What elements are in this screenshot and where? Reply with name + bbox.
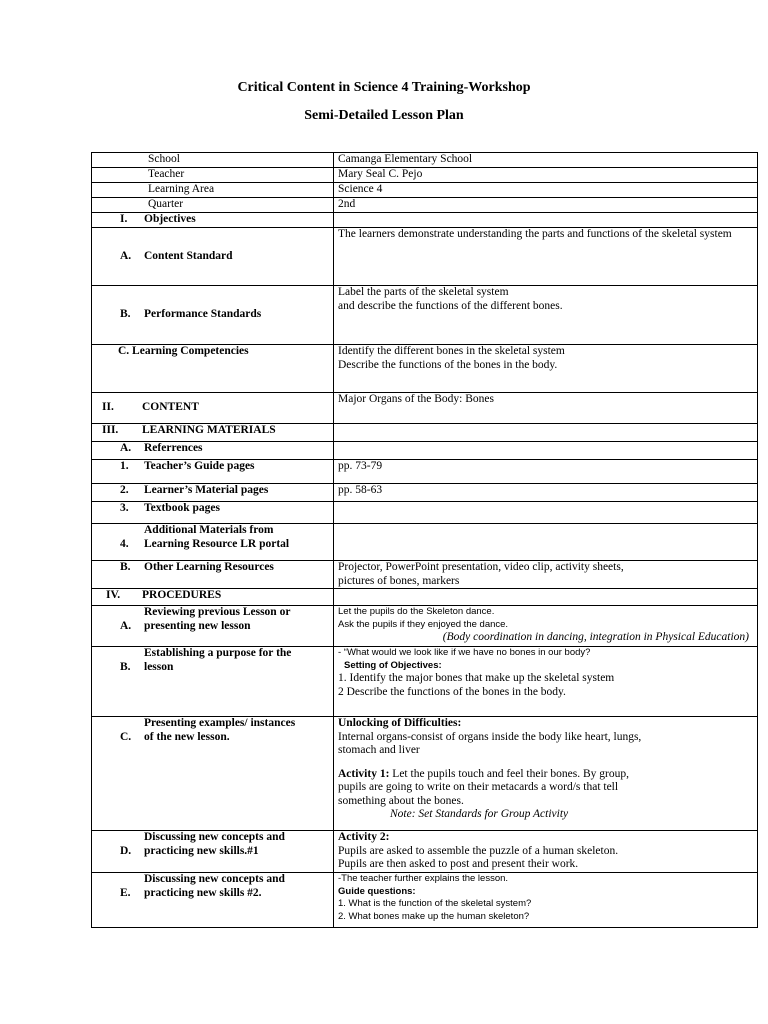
label-line: Discussing new concepts and <box>144 831 285 843</box>
row-number: A. <box>120 442 132 454</box>
value-line: 1. What is the function of the skeletal system? <box>338 898 532 909</box>
row-number: B. <box>120 561 131 573</box>
row-label-text <box>144 831 285 858</box>
row-label <box>92 286 334 345</box>
section-heading <box>92 213 334 228</box>
activity-label: Activity 1: <box>338 767 390 780</box>
section-heading <box>92 393 334 424</box>
row-value <box>334 606 758 647</box>
value-line: Guide questions: <box>338 885 416 897</box>
row-value <box>334 561 758 589</box>
value-line: (Body coordination in dancing, integration in Physical Education) <box>442 631 749 643</box>
row-other-resources <box>92 561 758 589</box>
row-label <box>92 460 334 484</box>
label-line: presenting new lesson <box>144 619 251 632</box>
row-label <box>92 873 334 928</box>
row-learning-competencies <box>92 345 758 393</box>
label-line: Reviewing previous Lesson or <box>144 606 291 618</box>
row-label-text: Teacher’s Guide pages <box>144 460 255 472</box>
info-row-learning-area <box>92 183 758 198</box>
value-line: pupils are going to write on their metacards a word/s that tell <box>338 781 619 793</box>
row-number: B. <box>120 308 131 321</box>
section-objectives <box>92 213 758 228</box>
label-line: practicing new skills #2. <box>144 886 262 899</box>
value-line: Label the parts of the skeletal system <box>338 286 509 298</box>
row-value: The learners demonstrate understanding the parts and functions of the skeletal system <box>334 228 758 286</box>
row-value <box>334 345 758 393</box>
row-value <box>334 286 758 345</box>
empty-cell <box>334 213 758 228</box>
section-heading <box>92 589 334 606</box>
section-number: III. <box>102 424 119 436</box>
row-value <box>334 831 758 873</box>
document-subtitle: Semi-Detailed Lesson Plan <box>304 108 464 123</box>
info-row-teacher <box>92 168 758 183</box>
row-value <box>334 717 758 831</box>
row-label-text <box>144 606 290 633</box>
row-label-text: Referrences <box>144 442 203 454</box>
row-number: 1. <box>120 460 129 472</box>
row-label <box>92 717 334 831</box>
row-label <box>92 442 334 460</box>
info-label: School <box>92 153 334 168</box>
row-label <box>92 561 334 589</box>
row-label-text <box>144 873 285 900</box>
info-row-quarter <box>92 198 758 213</box>
value-line: Ask the pupils if they enjoyed the dance. <box>338 618 509 630</box>
label-line: Discussing new concepts and <box>144 873 285 885</box>
row-procedure-e <box>92 873 758 928</box>
info-value: Camanga Elementary School <box>334 153 758 168</box>
value-line: Internal organs-consist of organs inside the body like heart, lungs, <box>338 730 642 743</box>
row-label-text <box>144 647 291 674</box>
empty-cell <box>334 442 758 460</box>
info-value: Science 4 <box>334 183 758 198</box>
row-number: C. <box>120 730 132 743</box>
label-line: Establishing a purpose for the <box>144 647 292 659</box>
section-procedures <box>92 589 758 606</box>
value-line: 1. Identify the major bones that make up the skeletal system <box>338 672 615 684</box>
value-line: Let the pupils do the Skeleton dance. <box>338 606 495 617</box>
empty-cell <box>334 589 758 606</box>
row-label <box>92 647 334 717</box>
row-label-text <box>144 717 295 744</box>
row-learners-material <box>92 484 758 502</box>
row-label <box>92 524 334 561</box>
value-line: Pupils are then asked to post and present their work. <box>338 858 579 870</box>
row-number: 4. <box>120 537 129 550</box>
info-label: Quarter <box>92 198 334 213</box>
row-performance-standards <box>92 286 758 345</box>
label-line: lesson <box>144 660 174 673</box>
row-number: B. <box>120 660 131 673</box>
value-line: -The teacher further explains the lesson. <box>338 873 509 884</box>
row-label-text <box>144 524 289 551</box>
row-additional-materials <box>92 524 758 561</box>
label-line: Learning Resource LR portal <box>144 537 290 550</box>
row-label <box>92 606 334 647</box>
row-procedure-c <box>92 717 758 831</box>
lesson-plan-table <box>91 152 758 928</box>
section-label: PROCEDURES <box>142 589 222 601</box>
row-number: A. <box>120 619 132 632</box>
section-content <box>92 393 758 424</box>
value-line: 2. What bones make up the human skeleton? <box>338 910 530 922</box>
row-teachers-guide <box>92 460 758 484</box>
row-references <box>92 442 758 460</box>
value-line: 2 Describe the functions of the bones in the body. <box>338 685 566 698</box>
label-line: Additional Materials from <box>144 524 274 536</box>
row-number: D. <box>120 844 132 857</box>
row-procedure-b <box>92 647 758 717</box>
row-value <box>334 873 758 928</box>
section-number: II. <box>102 401 114 414</box>
section-heading <box>92 424 334 442</box>
value-line: Describe the functions of the bones in the body. <box>338 358 558 371</box>
value-line: Note: Set Standards for Group Activity <box>390 808 569 820</box>
row-label <box>92 484 334 502</box>
row-label-text: Content Standard <box>144 249 233 262</box>
info-value: Mary Seal C. Pejo <box>334 168 758 183</box>
row-label <box>92 831 334 873</box>
value-line: pictures of bones, markers <box>338 574 460 587</box>
value-line: stomach and liver <box>338 744 420 756</box>
row-number: E. <box>120 886 131 899</box>
row-content-standard <box>92 228 758 286</box>
label-line: Presenting examples/ instances <box>144 717 296 729</box>
empty-cell <box>334 424 758 442</box>
value-line: - “What would we look like if we have no bones in our body? <box>338 647 591 658</box>
section-label: CONTENT <box>142 401 199 414</box>
row-label-text: Textbook pages <box>144 502 220 514</box>
label-line: of the new lesson. <box>144 730 230 743</box>
value-line: Projector, PowerPoint presentation, video clip, activity sheets, <box>338 561 624 573</box>
row-value <box>334 524 758 561</box>
label-line: practicing new skills.#1 <box>144 844 259 857</box>
row-label-text: Other Learning Resources <box>144 561 274 573</box>
value-line: something about the bones. <box>338 794 464 807</box>
info-value: 2nd <box>334 198 758 213</box>
value-line: and describe the functions of the different bones. <box>338 299 563 312</box>
info-label: Learning Area <box>92 183 334 198</box>
row-label-text: Learner’s Material pages <box>144 484 269 496</box>
row-number: A. <box>120 249 132 262</box>
activity-text: Let the pupils touch and feel their bones. By group, <box>389 767 629 780</box>
row-value <box>334 647 758 717</box>
row-value <box>334 502 758 524</box>
document-title: Critical Content in Science 4 Training-Workshop <box>237 80 531 95</box>
row-value: pp. 58-63 <box>334 484 758 502</box>
row-procedure-a <box>92 606 758 647</box>
section-label: LEARNING MATERIALS <box>142 424 276 436</box>
value-line: Unlocking of Difficulties: <box>338 717 462 729</box>
value-line: Identify the different bones in the skeletal system <box>338 345 565 357</box>
value-line: Pupils are asked to assemble the puzzle of a human skeleton. <box>338 844 619 857</box>
value-line <box>338 768 753 782</box>
row-procedure-d <box>92 831 758 873</box>
info-row-school <box>92 153 758 168</box>
row-textbook <box>92 502 758 524</box>
row-number: 2. <box>120 484 129 496</box>
row-value: Major Organs of the Body: Bones <box>334 393 758 424</box>
section-learning-materials <box>92 424 758 442</box>
value-line: Setting of Objectives: <box>344 659 442 671</box>
section-label: Objectives <box>144 213 196 225</box>
row-label <box>92 502 334 524</box>
row-value: pp. 73-79 <box>334 460 758 484</box>
row-label-text: Performance Standards <box>144 308 262 321</box>
row-number: 3. <box>120 502 129 514</box>
info-label: Teacher <box>92 168 334 183</box>
section-number: IV. <box>106 589 121 601</box>
value-line: Activity 2: <box>338 831 390 843</box>
row-label <box>92 228 334 286</box>
row-label: C. Learning Competencies <box>92 345 334 393</box>
section-number: I. <box>120 213 128 225</box>
